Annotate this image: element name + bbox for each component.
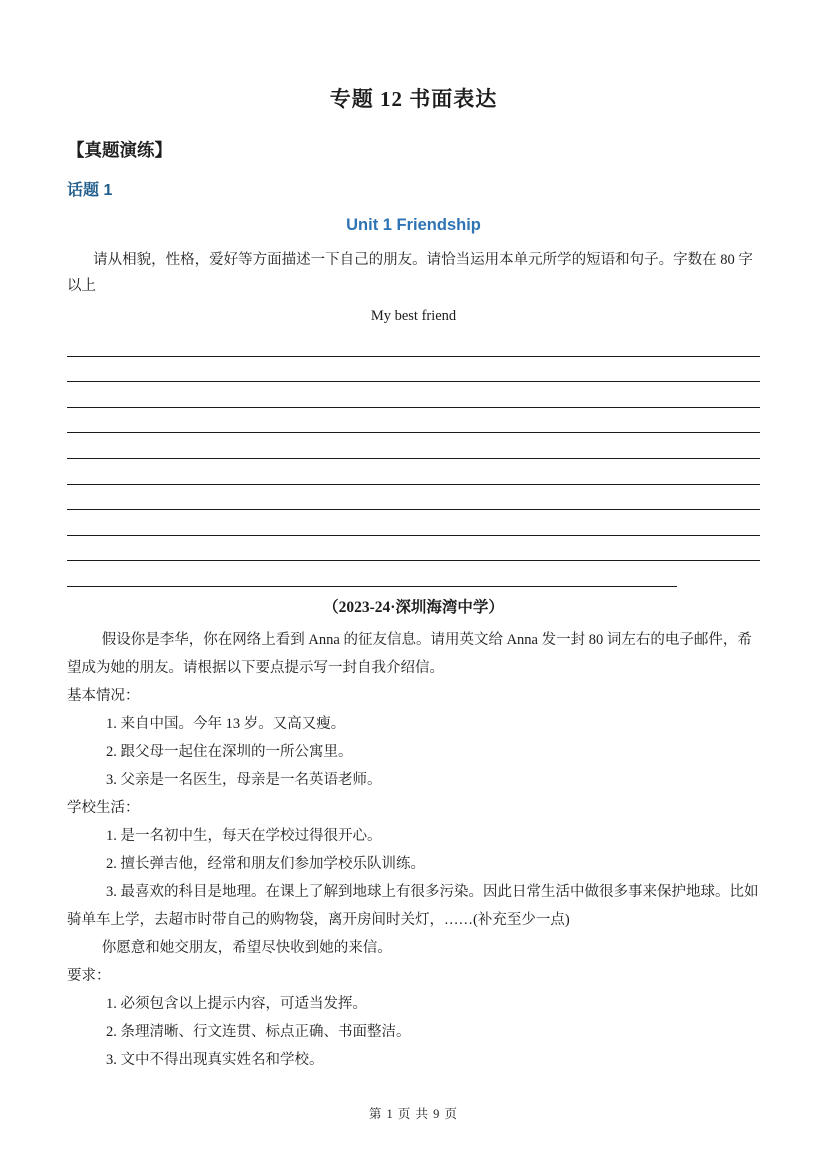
unit-1-title: Unit 1 Friendship <box>346 216 481 234</box>
writing-lines-area[interactable] <box>67 331 760 587</box>
school-life-heading: 学校生活： <box>67 799 140 816</box>
writing-line[interactable] <box>67 510 760 536</box>
writing-line[interactable] <box>67 433 760 459</box>
page-title: 专题 12 书面表达 <box>329 87 498 111</box>
list-item: 3. 父亲是一名医生，母亲是一名英语老师。 <box>106 771 382 788</box>
writing-line[interactable] <box>67 382 760 408</box>
basic-info-heading: 基本情况： <box>67 687 140 704</box>
requirements-heading: 要求： <box>67 967 111 984</box>
list-item: 1. 是一名初中生，每天在学校过得很开心。 <box>106 827 382 844</box>
writing-line[interactable] <box>67 536 760 562</box>
list-item: 1. 必须包含以上提示内容，可适当发挥。 <box>106 995 367 1012</box>
topic-1-label: 话题 1 <box>67 182 113 199</box>
section-header-real-exam: 【真题演练】 <box>67 140 172 160</box>
requirements-list <box>67 990 760 1074</box>
list-item: 2. 跟父母一起住在深圳的一所公寓里。 <box>106 743 353 760</box>
list-item: 3. 文中不得出现真实姓名和学校。 <box>106 1051 324 1068</box>
writing-line[interactable] <box>67 459 760 485</box>
writing-line[interactable] <box>67 485 760 511</box>
list-item: 2. 条理清晰、行文连贯、标点正确、书面整洁。 <box>106 1023 411 1040</box>
writing-line[interactable] <box>67 408 760 434</box>
list-item: 2. 擅长弹吉他，经常和朋友们参加学校乐队训练。 <box>106 855 425 872</box>
task1-instructions: 请从相貌，性格，爱好等方面描述一下自己的朋友。请恰当运用本单元所学的短语和句子。字数在 80 字以上 <box>67 252 753 294</box>
writing-line[interactable] <box>67 357 760 383</box>
writing-line[interactable] <box>67 331 760 357</box>
list-item: 3. 最喜欢的科目是地理。在课上了解到地球上有很多污染。因此日常生活中做很多事来保护地球。比如骑单车上学，去超市时带自己的购物袋，离开房间时关灯，……(补充至少一点) <box>67 883 759 928</box>
basic-info-list <box>67 710 760 794</box>
task2-body <box>67 626 760 1074</box>
page-footer: 第 1 页 共 9 页 <box>368 1107 459 1121</box>
writing-line[interactable] <box>67 561 677 587</box>
source-heading: （2023-24·深圳海湾中学） <box>323 598 504 616</box>
essay-title: My best friend <box>370 308 457 324</box>
school-life-list <box>67 822 760 934</box>
task2-intro: 假设你是李华，你在网络上看到 Anna 的征友信息。请用英文给 Anna 发一封 80 词左右的电子邮件，希望成为她的朋友。请根据以下要点提示写一封自我介绍信。 <box>67 631 752 676</box>
closing-note: 你愿意和她交朋友，希望尽快收到她的来信。 <box>101 939 392 956</box>
list-item: 1. 来自中国。今年 13 岁。又高又瘦。 <box>106 715 346 732</box>
